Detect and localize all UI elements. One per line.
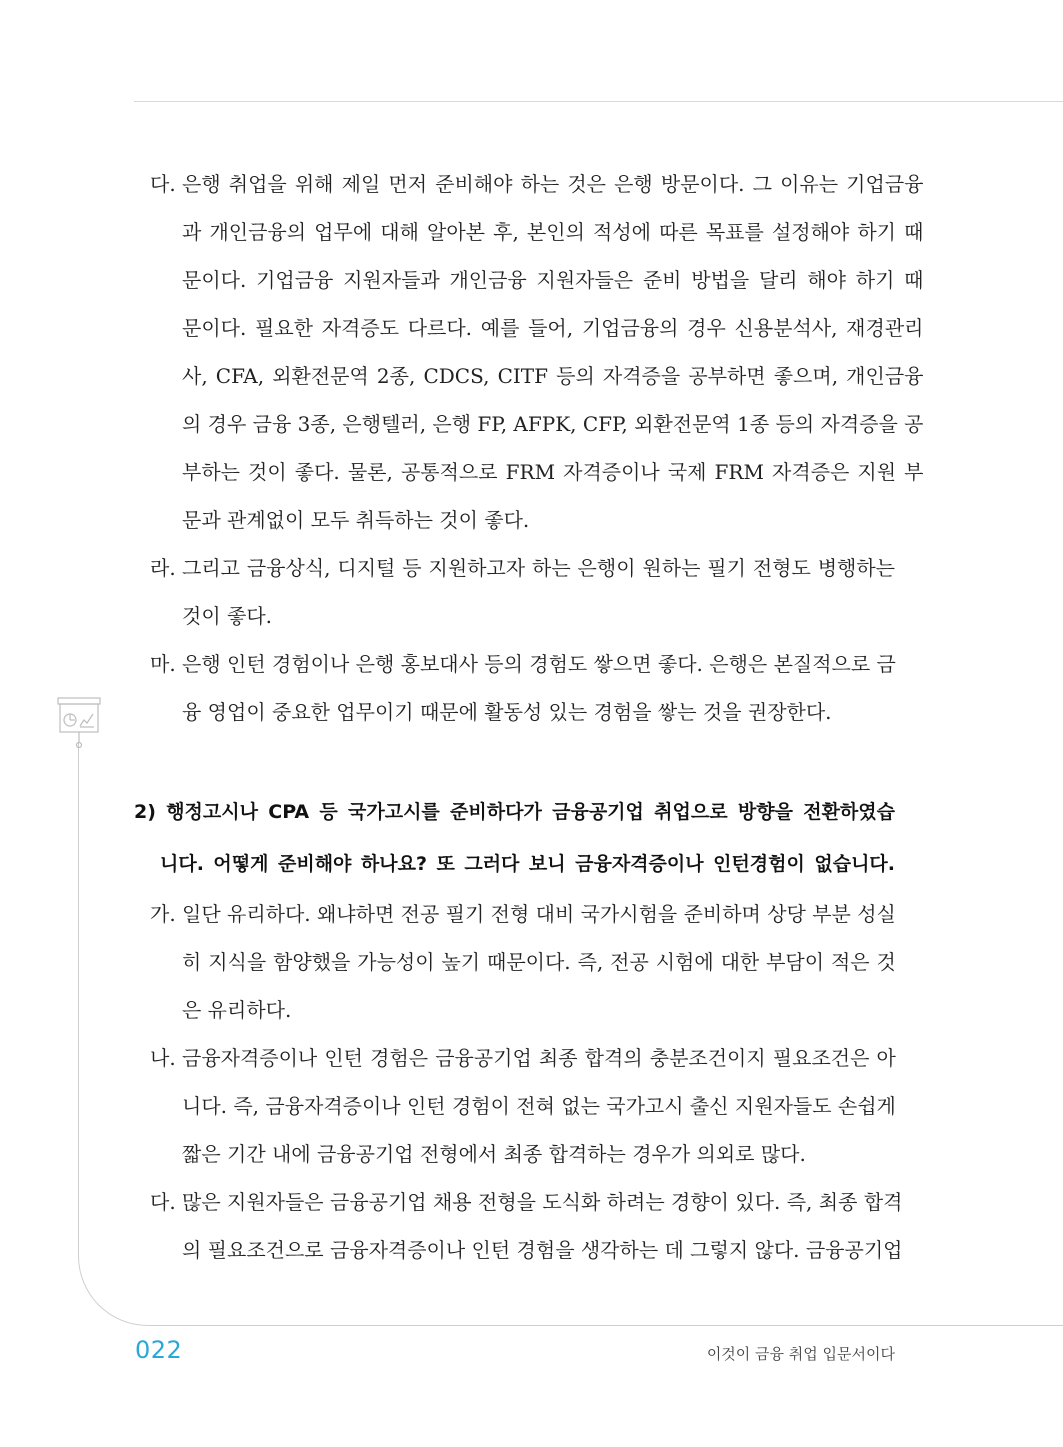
- text-line: 문이다. 필요한 자격증도 다르다. 예를 들어, 기업금융의 경우 신용분석사, 재경관리: [182, 316, 924, 340]
- text-line: 금융자격증이나 인턴 경험은 금융공기업 최종 합격의 충분조건이지 필요조건은 아: [182, 1046, 896, 1070]
- list-marker: 마.: [150, 652, 176, 676]
- list-item-ra: [150, 544, 895, 640]
- heading-line: 2) 행정고시나 CPA 등 국가고시를 준비하다가 금융공기업 취업으로 방향을 전환하였습: [134, 801, 895, 823]
- text-line: 일단 유리하다. 왜냐하면 전공 필기 전형 대비 국가시험을 준비하며 상당 부분 성실: [182, 902, 896, 926]
- text-line: 융 영업이 중요한 업무이기 때문에 활동성 있는 경험을 쌓는 것을 권장한다.: [182, 700, 832, 724]
- body-content: [134, 160, 924, 1274]
- list-item-na: [150, 1034, 895, 1178]
- list-marker: 다.: [150, 172, 176, 196]
- list-item-ma: [150, 640, 895, 736]
- text-line: 부하는 것이 좋다. 물론, 공통적으로 FRM 자격증이나 국제 FRM 자격증은 지원 부: [182, 460, 924, 484]
- text-line: 그리고 금융상식, 디지털 등 지원하고자 하는 은행이 원하는 필기 전형도 병행하는: [182, 556, 895, 580]
- text-line: 과 개인금융의 업무에 대해 알아본 후, 본인의 적성에 따른 목표를 설정해야 하기 때: [182, 220, 924, 244]
- heading-line: 니다. 어떻게 준비해야 하나요? 또 그러다 보니 금융자격증이나 인턴경험이 없습니다.: [160, 853, 895, 875]
- text-line: 사, CFA, 외환전문역 2종, CDCS, CITF 등의 자격증을 공부하면 좋으며, 개인금융: [182, 364, 924, 388]
- text-line: 문이다. 기업금융 지원자들과 개인금융 지원자들은 준비 방법을 달리 해야 하기 때: [182, 268, 924, 292]
- text-line: 니다. 즉, 금융자격증이나 인턴 경험이 전혀 없는 국가고시 출신 지원자들도 손쉽게: [182, 1094, 896, 1118]
- list-item-da-2: [150, 1178, 903, 1274]
- question-heading: [134, 786, 895, 890]
- list-marker: 다.: [150, 1190, 176, 1214]
- text-line: 의 경우 금융 3종, 은행텔러, 은행 FP, AFPK, CFP, 외환전문역 1종 등의 자격증을 공: [182, 412, 924, 436]
- text-line: 짧은 기간 내에 금융공기업 전형에서 최종 합격하는 경우가 의외로 많다.: [182, 1142, 806, 1166]
- text-line: 의 필요조건으로 금융자격증이나 인턴 경험을 생각하는 데 그렇지 않다. 금융공기업: [182, 1238, 903, 1262]
- book-title: 이것이 금융 취업 입문서이다: [706, 1345, 895, 1363]
- text-line: 많은 지원자들은 금융공기업 채용 전형을 도식화 하려는 경향이 있다. 즉, 최종 합격: [182, 1190, 903, 1214]
- presentation-board-chart-icon: [56, 696, 102, 750]
- list-marker: 나.: [150, 1046, 176, 1070]
- text-line: 히 지식을 함양했을 가능성이 높기 때문이다. 즉, 전공 시험에 대한 부담이 적은 것: [182, 950, 896, 974]
- page-number: 022: [135, 1336, 183, 1364]
- top-divider: [134, 101, 1063, 102]
- text-line: 은행 인턴 경험이나 은행 홍보대사 등의 경험도 쌓으면 좋다. 은행은 본질적으로 금: [182, 652, 896, 676]
- list-item-da: [150, 160, 924, 544]
- text-line: 것이 좋다.: [182, 604, 272, 628]
- text-line: 은행 취업을 위해 제일 먼저 준비해야 하는 것은 은행 방문이다. 그 이유는 기업금융: [182, 172, 924, 196]
- list-marker: 가.: [150, 902, 176, 926]
- list-marker: 라.: [150, 556, 176, 580]
- list-item-ga: [150, 890, 895, 1034]
- text-line: 문과 관계없이 모두 취득하는 것이 좋다.: [182, 508, 530, 532]
- text-line: 은 유리하다.: [182, 998, 292, 1022]
